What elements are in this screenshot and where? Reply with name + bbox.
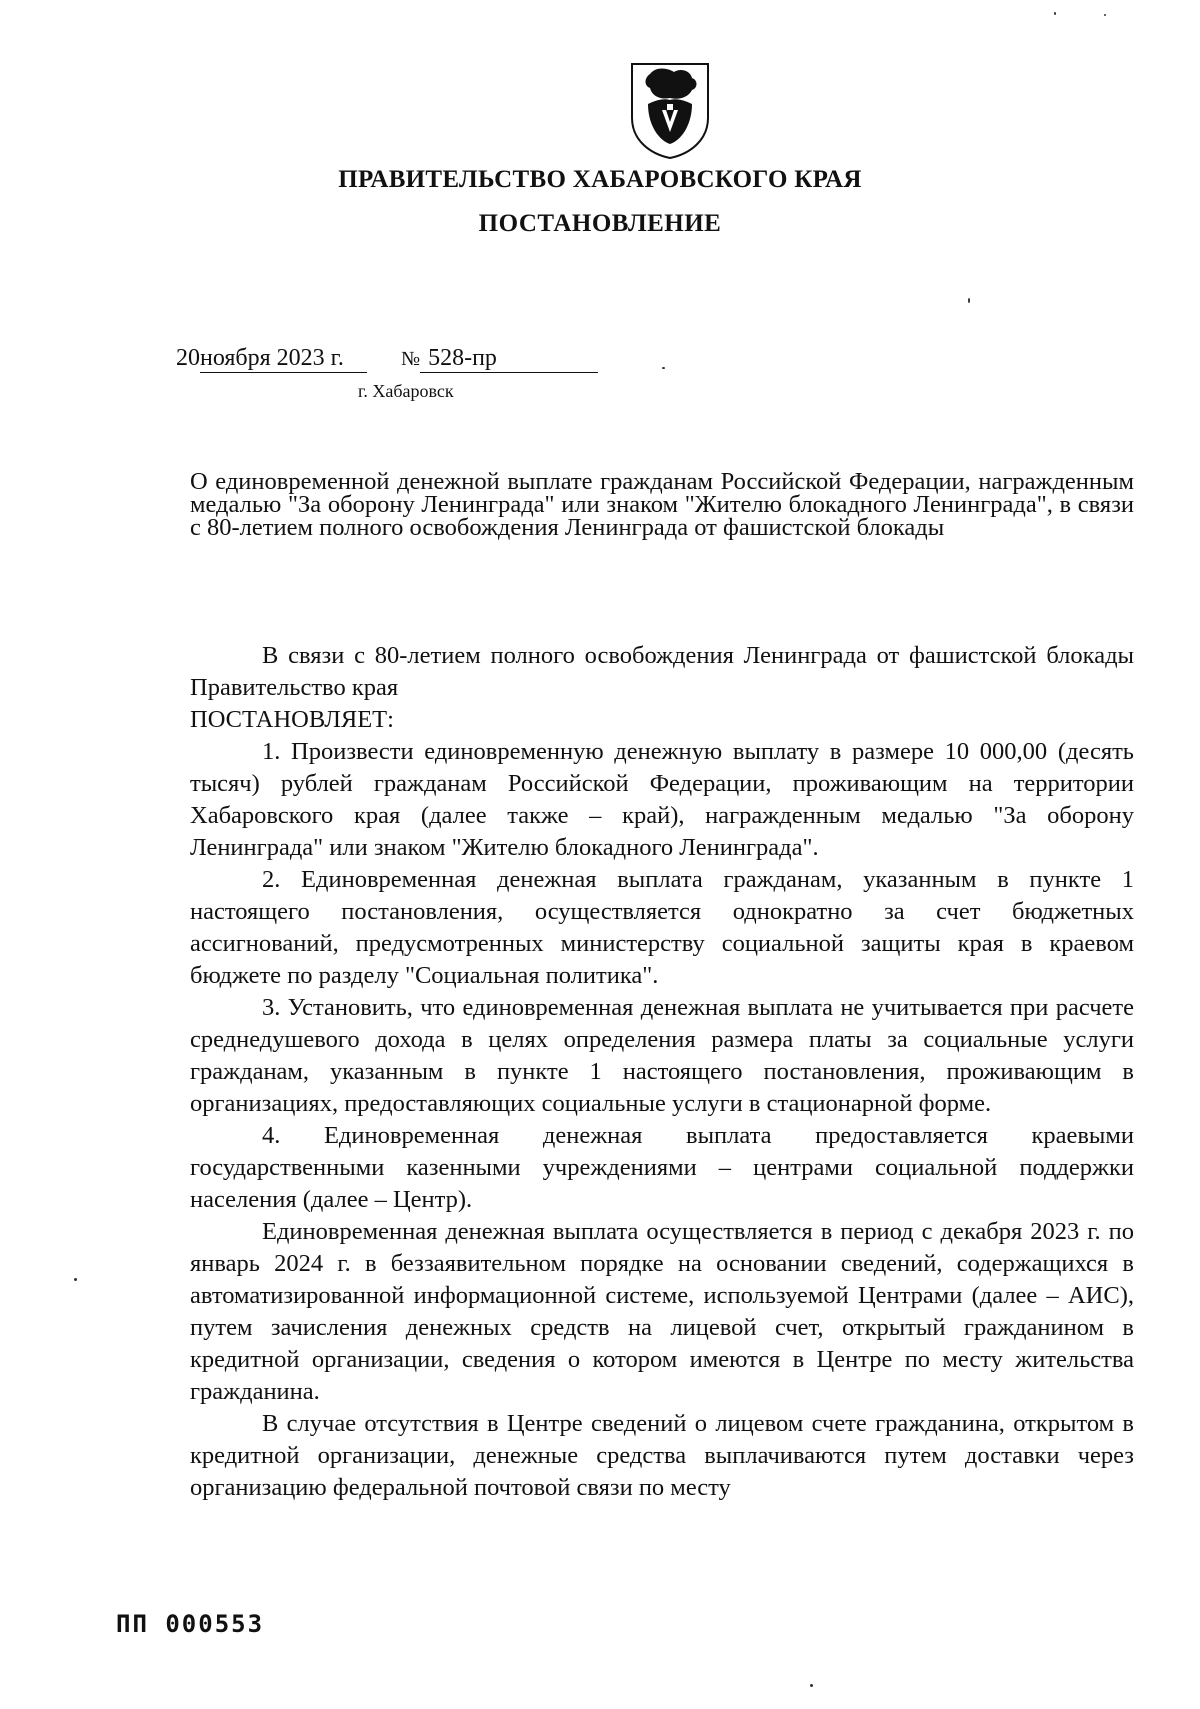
- number-label: №: [401, 348, 421, 370]
- date-day: 20: [176, 345, 200, 371]
- scan-speck: [810, 1684, 813, 1687]
- scan-speck: [662, 367, 665, 369]
- scan-speck: [1054, 12, 1056, 15]
- footer-form-code: ПП 000553: [116, 1610, 265, 1638]
- preamble: В связи с 80-летием полного освобождения Ленинграда от фашистской блокады Правительство края: [190, 642, 1134, 701]
- paragraph-6: В случае отсутствия в Центре сведений о лицевом счете гражданина, открытом в кредитной организации, денежные средства выплачиваются путем доставки через организацию федеральной почтовой связи по месту: [190, 1410, 1134, 1501]
- date-month-year: ноября 2023 г.: [200, 345, 367, 373]
- scan-speck: [74, 1278, 77, 1281]
- document-body: [190, 640, 1134, 1504]
- paragraph-4: 4. Единовременная денежная выплата предоставляется краевыми государственными казенными учреждениями – центрами социальной поддержки населения (далее – Центр).: [190, 1122, 1134, 1213]
- coat-of-arms-icon: [628, 60, 712, 160]
- scan-speck: [968, 298, 970, 303]
- document-number: 528-пр: [420, 345, 598, 373]
- paragraph-5: Единовременная денежная выплата осуществляется в период с декабря 2023 г. по январь 2024 г. в беззаявительном порядке на основании сведений, содержащихся в автоматизированной информационной системе, используемой Центрами (далее – АИС), путем зачисления денежных средств на лицевой счет, открытый гражданином в кредитной организации, сведения о котором имеются в Центре по месту жительства гражданина.: [190, 1218, 1134, 1405]
- document-subject: О единовременной денежной выплате гражданам Российской Федерации, награжденным медалью "За оборону Ленинграда" или знаком "Жителю блокадного Ленинграда", в связи с 80-летием полного освобождения Ленинграда от фашистской блокады: [190, 468, 1134, 541]
- paragraph-3: 3. Установить, что единовременная денежная выплата не учитывается при расчете среднедушевого дохода в целях определения размера платы за социальные услуги гражданам, указанным в пункте 1 настоящего постановления, проживающим в организациях, предоставляющих социальные услуги в стационарной форме.: [190, 994, 1134, 1117]
- date-number-line: [176, 345, 598, 373]
- scan-speck: [1104, 14, 1106, 16]
- city: г. Хабаровск: [358, 381, 454, 401]
- document-type: ПОСТАНОВЛЕНИЕ: [478, 210, 722, 237]
- paragraph-1: 1. Произвести единовременную денежную выплату в размере 10 000,00 (десять тысяч) рублей гражданам Российской Федерации, проживающим на территории Хабаровского края (далее также – край), награжденным медалью "За оборону Ленинграда" или знаком "Жителю блокадного Ленинграда".: [190, 738, 1134, 861]
- resolves-heading: ПОСТАНОВЛЯЕТ:: [190, 706, 394, 733]
- paragraph-2: 2. Единовременная денежная выплата гражданам, указанным в пункте 1 настоящего постановления, осуществляется однократно за счет бюджетных ассигнований, предусмотренных министерству социальной защиты края в краевом бюджете по разделу "Социальная политика".: [190, 866, 1134, 989]
- government-title: ПРАВИТЕЛЬСТВО ХАБАРОВСКОГО КРАЯ: [338, 166, 862, 193]
